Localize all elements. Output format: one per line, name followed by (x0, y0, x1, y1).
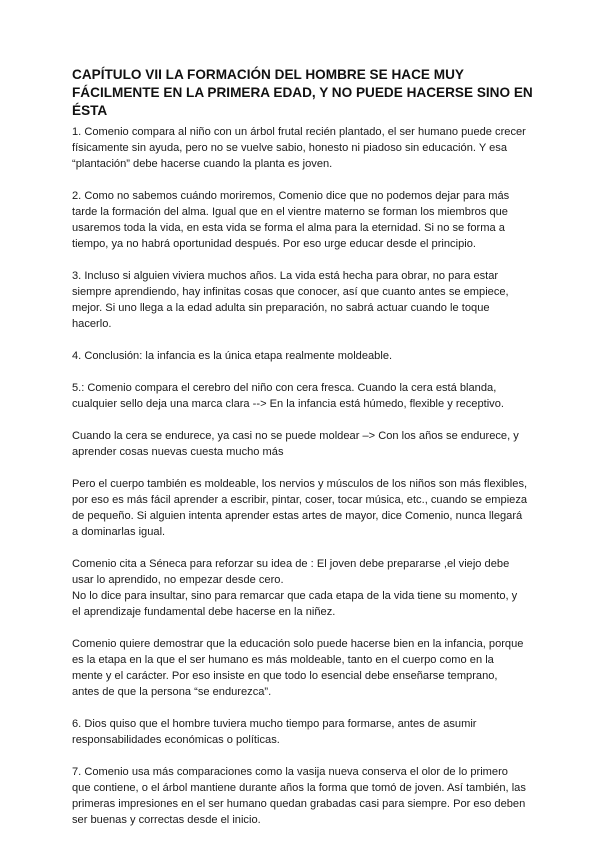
paragraph-line: 6. Dios quiso que el hombre tuviera mucho tiempo para formarse, antes de asumir (72, 718, 477, 730)
paragraph-line: 4. Conclusión: la infancia es la única etapa realmente moldeable. (72, 350, 393, 362)
paragraph-line: siempre aprendiendo, hay infinitas cosas que conocer, así que cuanto antes se empiece, (72, 286, 509, 298)
paragraph (72, 348, 534, 364)
paragraph-line: el aprendizaje fundamental debe hacerse en la niñez. (72, 606, 336, 618)
paragraph-line: tiempo, ya no habrá oportunidad después. Por eso urge educar desde el principio. (72, 238, 476, 250)
paragraph-line: aprender cosas nuevas cuesta mucho más (72, 446, 284, 458)
paragraph (72, 636, 534, 700)
paragraph-line: físicamente sin ayuda, pero no se vuelve sabio, honesto ni piadoso sin educación. Y esa (72, 142, 507, 154)
paragraph (72, 268, 534, 332)
paragraph-line: por eso es más fácil aprender a escribir, pintar, coser, tocar música, etc., cuando se empieza (72, 494, 528, 506)
paragraph-line: No lo dice para insultar, sino para remarcar que cada etapa de la vida tiene su momento, y (72, 590, 518, 602)
paragraph-line: Comenio quiere demostrar que la educación solo puede hacerse bien en la infancia, porque (72, 638, 524, 650)
paragraph-line: 7. Comenio usa más comparaciones como la vasija nueva conserva el olor de lo primero (72, 766, 508, 778)
paragraph-line: es la etapa en la que el ser humano es más moldeable, tanto en el cuerpo como en la (72, 654, 494, 666)
paragraph-line: mejor. Si uno llega a la edad adulta sin preparación, no sabrá actuar cuando le toque (72, 302, 490, 314)
paragraph-line: usaremos toda la vida, en esta vida se forma el alma para la eternidad. Si no se forma a (72, 222, 505, 234)
paragraph-line: “plantación” debe hacerse cuando la planta es joven. (72, 158, 333, 170)
chapter-title (72, 66, 534, 120)
body-text (72, 124, 534, 828)
paragraph (72, 428, 534, 460)
paragraph-line: usar lo aprendido, no empezar desde cero. (72, 574, 284, 586)
paragraph-line: primeras impresiones en el ser humano quedan grabadas casi para siempre. Por eso deben (72, 798, 526, 810)
paragraph-line: mente y el carácter. Por eso insiste en que todo lo esencial debe enseñarse temprano, (72, 670, 498, 682)
paragraph-line: Comenio cita a Séneca para reforzar su idea de : El joven debe prepararse ,el viejo debe (72, 558, 510, 570)
paragraph-line: Cuando la cera se endurece, ya casi no se puede moldear –> Con los años se endurece, y (72, 430, 519, 442)
paragraph-line: ser buenas y correctas desde el inicio. (72, 814, 261, 826)
paragraph-line: 3. Incluso si alguien viviera muchos años. La vida está hecha para obrar, no para estar (72, 270, 499, 282)
paragraph-line: 5.: Comenio compara el cerebro del niño con cera fresca. Cuando la cera está blanda, (72, 382, 497, 394)
paragraph-line: hacerlo. (72, 318, 112, 330)
paragraph-line: 2. Como no sabemos cuándo moriremos, Comenio dice que no podemos dejar para más (72, 190, 510, 202)
paragraph-line: Pero el cuerpo también es moldeable, los nervios y músculos de los niños son más flexibles, (72, 478, 528, 490)
title-line: ÉSTA (72, 103, 108, 118)
paragraph-line: 1. Comenio compara al niño con un árbol frutal recién plantado, el ser humano puede crecer (72, 126, 526, 138)
paragraph-line: tarde la formación del alma. Igual que en el vientre materno se forman los miembros que (72, 206, 508, 218)
title-line: CAPÍTULO VII LA FORMACIÓN DEL HOMBRE SE HACE MUY (72, 67, 464, 82)
paragraph-line: a dominarlas igual. (72, 526, 166, 538)
paragraph (72, 716, 534, 748)
paragraph-line: responsabilidades económicas o políticas. (72, 734, 280, 746)
document-page (72, 66, 534, 844)
paragraph-line: que contiene, o el árbol mantiene durante años la forma que tomó de joven. Así también, las (72, 782, 526, 794)
paragraph (72, 764, 534, 828)
paragraph (72, 380, 534, 412)
paragraph-line: antes de que la persona “se endurezca”. (72, 686, 272, 698)
paragraph (72, 124, 534, 172)
title-line: FÁCILMENTE EN LA PRIMERA EDAD, Y NO PUEDE HACERSE SINO EN (72, 85, 533, 100)
paragraph-line: cualquier sello deja una marca clara --> En la infancia está húmedo, flexible y receptivo. (72, 398, 504, 410)
paragraph (72, 476, 534, 540)
paragraph (72, 556, 534, 620)
paragraph-line: de pequeño. Si alguien intenta aprender estas artes de mayor, dice Comenio, nunca llegará (72, 510, 523, 522)
paragraph (72, 188, 534, 252)
